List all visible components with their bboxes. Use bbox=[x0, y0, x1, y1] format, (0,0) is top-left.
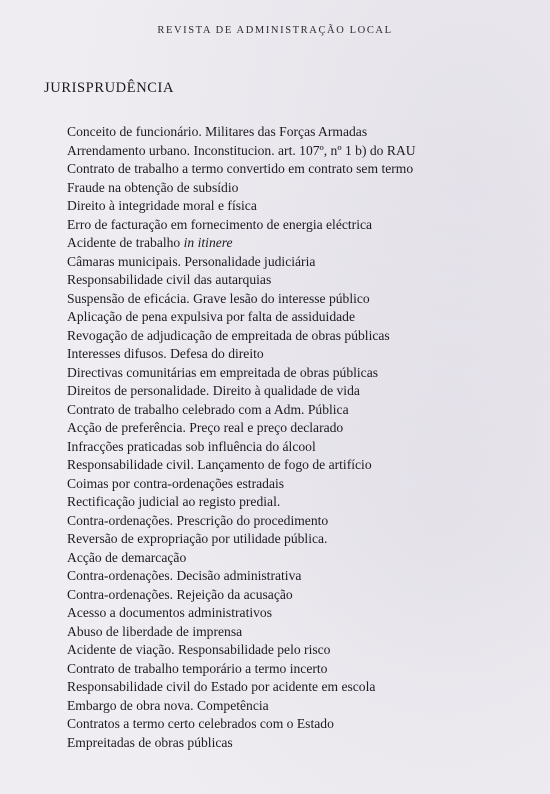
running-header: REVISTA DE ADMINISTRAÇÃO LOCAL bbox=[157, 25, 393, 36]
topic-item: Erro de facturação em fornecimento de energia eléctrica bbox=[67, 216, 373, 232]
topic-item: Acidente de trabalho in itinere bbox=[67, 235, 233, 250]
topic-item: Acidente de viação. Responsabilidade pelo risco bbox=[67, 642, 331, 657]
topic-item: Embargo de obra nova. Competência bbox=[67, 697, 269, 713]
topic-item: Contra-ordenações. Rejeição da acusação bbox=[67, 586, 293, 602]
topic-item: Interesses difusos. Defesa do direito bbox=[67, 346, 264, 361]
topic-item: Abuso de liberdade de imprensa bbox=[67, 623, 243, 639]
topic-item: Aplicação de pena expulsiva por falta de assiduidade bbox=[67, 309, 355, 324]
topic-item: Responsabilidade civil das autarquias bbox=[67, 272, 272, 287]
topic-item: Conceito de funcionário. Militares das Forças Armadas bbox=[67, 124, 368, 139]
topic-item: Fraude na obtenção de subsídio bbox=[67, 179, 239, 195]
topic-list bbox=[67, 123, 416, 752]
topic-item: Coimas por contra-ordenações estradais bbox=[67, 475, 285, 491]
topic-item: Contra-ordenações. Prescrição do procedimento bbox=[67, 512, 329, 528]
topic-item: Responsabilidade civil do Estado por acidente em escola bbox=[67, 679, 376, 694]
topic-item: Empreitadas de obras públicas bbox=[67, 734, 233, 750]
topic-item: Responsabilidade civil. Lançamento de fogo de artifício bbox=[67, 457, 372, 472]
topic-item: Directivas comunitárias em empreitada de obras públicas bbox=[67, 364, 379, 380]
topic-item: Contrato de trabalho temporário a termo incerto bbox=[67, 660, 328, 676]
topic-item: Contra-ordenações. Decisão administrativa bbox=[67, 568, 302, 583]
topic-item: Reversão de expropriação por utilidade pública. bbox=[67, 531, 328, 546]
topic-item: Acção de demarcação bbox=[67, 549, 187, 565]
topic-item: Contrato de trabalho a termo convertido em contrato sem termo bbox=[67, 161, 414, 176]
topic-item: Rectificação judicial ao registo predial. bbox=[67, 494, 281, 509]
topic-item: Direito à integridade moral e física bbox=[67, 198, 257, 213]
topic-item: Suspensão de eficácia. Grave lesão do interesse público bbox=[67, 290, 370, 306]
topic-item: Contratos a termo certo celebrados com o Estado bbox=[67, 716, 334, 731]
topic-item: Arrendamento urbano. Inconstitucion. art. 107º, nº 1 b) do RAU bbox=[67, 142, 416, 158]
topic-item: Câmaras municipais. Personalidade judiciária bbox=[67, 253, 316, 269]
topic-item: Contrato de trabalho celebrado com a Adm. Pública bbox=[67, 401, 349, 417]
topic-emphasis: in itinere bbox=[183, 235, 233, 250]
topic-item: Direitos de personalidade. Direito à qualidade de vida bbox=[67, 383, 360, 398]
section-title: JURISPRUDÊNCIA bbox=[44, 80, 175, 96]
topic-item: Acesso a documentos administrativos bbox=[67, 605, 273, 620]
topic-item: Acção de preferência. Preço real e preço declarado bbox=[67, 420, 344, 435]
topic-item: Revogação de adjudicação de empreitada de obras públicas bbox=[67, 327, 390, 343]
topic-item: Infracções praticadas sob influência do álcool bbox=[67, 438, 316, 454]
